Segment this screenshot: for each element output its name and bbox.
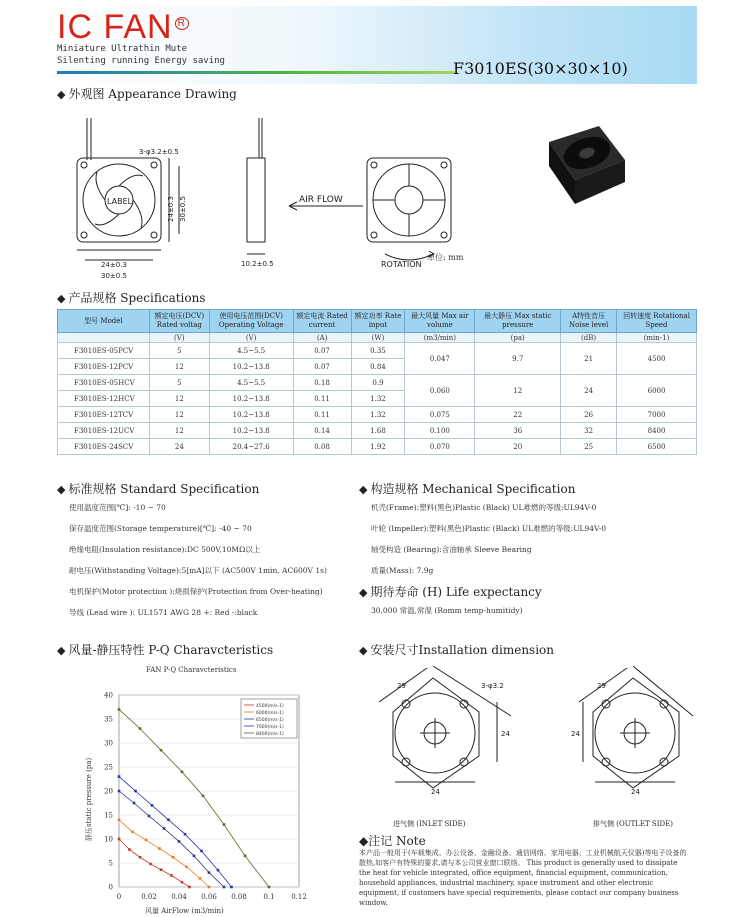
std-operating-temp: 使用温度范围[℃]: -10 ~ 70	[69, 503, 166, 512]
table-row: F3010ES-05HCV 5 4.5~5.5 0.18 0.9 0.060 12 24 6000	[58, 375, 697, 391]
tagline-2: Silenting running Energy saving	[57, 56, 225, 66]
section-mechanical: ◆ 构造规格 Mechanical Specification	[359, 482, 576, 496]
unit-label: 单位: mm	[427, 253, 464, 262]
dim-30-horizontal: 30±0.5	[101, 272, 127, 280]
data-point	[188, 886, 191, 889]
dim-24-outlet: 24	[631, 788, 640, 796]
table-row: F3010ES-12PCV 12 10.2~13.8 0.07 0.84	[58, 359, 697, 375]
header-banner	[53, 6, 697, 84]
life-value: 30,000 常温,常湿 (Romm temp-humitidy)	[371, 606, 523, 615]
legend-label: 6000(m/s-1)	[256, 711, 284, 716]
x-tick-label: 0.1	[263, 893, 275, 901]
data-point	[199, 877, 202, 880]
unit-cell: (V)	[209, 333, 293, 343]
unit-cell: (pa)	[475, 333, 561, 343]
section-standard: ◆ 标准规格 Standard Specification	[57, 482, 260, 496]
mech-impeller: 叶轮 (Impeller):塑料(黑色)Plastic (Black) UL难燃的等级:UL94V-0	[371, 524, 607, 533]
data-point	[139, 727, 142, 730]
x-tick-label: 0.12	[291, 893, 307, 901]
data-point	[160, 868, 163, 871]
y-tick-label: 40	[104, 691, 113, 700]
table-row: F3010ES-12UCV 12 10.2~13.8 0.14 1.68 0.100 36 32 8400	[58, 423, 697, 439]
chart-title: FAN P-Q Charavcteristics	[146, 666, 237, 674]
dim-29-outlet: 29	[597, 682, 606, 690]
airflow-label: AIR FLOW	[299, 195, 343, 205]
series-line-1	[119, 820, 209, 887]
data-point	[185, 866, 188, 869]
data-point	[118, 775, 121, 778]
header-divider	[57, 71, 455, 74]
unit-cell: (m3/min)	[405, 333, 475, 343]
y-tick-label: 10	[104, 835, 113, 844]
dim-thickness: 10.2±0.5	[241, 260, 274, 268]
data-point	[230, 886, 233, 889]
data-point	[158, 847, 161, 850]
data-point	[184, 833, 187, 836]
data-point	[193, 855, 196, 858]
data-point	[268, 886, 271, 889]
data-point	[217, 869, 220, 872]
data-point	[208, 871, 211, 874]
note-title: ◆注记 Note	[359, 834, 426, 848]
dim-30-vertical: 30±0.5	[179, 196, 187, 222]
data-point	[148, 815, 151, 818]
table-row: F3010ES-12HCV 12 10.2~13.8 0.11 1.32	[58, 391, 697, 407]
col-speed: 回转速度 Rotational Speed	[617, 310, 697, 333]
inlet-side-label: 进气侧 (INLET SIDE)	[393, 820, 466, 828]
table-row: F3010ES-05PCV 5 4.5~5.5 0.07 0.35 0.047 9.7 21 4500	[58, 343, 697, 359]
unit-cell: (min-1)	[617, 333, 697, 343]
dim-29-inlet: 29	[397, 682, 406, 690]
unit-cell: (A)	[293, 333, 351, 343]
fan-photo	[539, 120, 629, 210]
y-axis-label: 静压static pressure (pa)	[85, 757, 93, 841]
rotation-label: ROTATION	[381, 260, 422, 269]
mech-bearing: 轴受构造 (Bearing):含油轴承 Sleeve Bearing	[371, 545, 532, 554]
data-point	[170, 874, 173, 877]
tagline-1: Miniature Ultrathin Mute	[57, 44, 188, 54]
data-point	[223, 823, 226, 826]
std-storage-temp: 保存温度范围(Storage temperature)[℃]: -40 ~ 70	[69, 524, 252, 533]
section-pq: ◆ 风量-静压特性 P-Q Charavcteristics	[57, 643, 274, 657]
data-point	[167, 819, 170, 822]
col-rated-current: 额定电流 Rated current	[293, 310, 351, 333]
section-install: ◆ 安装尺寸Installation dimension	[359, 643, 555, 657]
data-point	[223, 886, 226, 889]
x-tick-label: 0.08	[231, 893, 247, 901]
y-tick-label: 25	[104, 763, 113, 772]
data-point	[151, 804, 154, 807]
col-operating-voltage: 使用电压范围(DCV) Operating Voltage	[209, 310, 293, 333]
dim-24-vertical: 24±0.3	[167, 196, 175, 222]
data-point	[118, 819, 121, 822]
data-point	[131, 831, 134, 834]
y-tick-label: 0	[108, 883, 113, 892]
unit-cell: (V)	[149, 333, 209, 343]
x-axis-label: 风量 AirFlow (m3/min)	[145, 907, 224, 915]
data-point	[149, 863, 152, 866]
legend-label: 4500(m/s-1)	[256, 704, 284, 709]
unit-cell: (W)	[351, 333, 405, 343]
std-insulation: 绝缘电阻(Insulation resistance):DC 500V,10MΩ以上	[69, 545, 261, 554]
outlet-side-label: 排气侧 (OUTLET SIDE)	[593, 820, 673, 828]
section-appearance: ◆ 外观图 Appearance Drawing	[57, 87, 237, 101]
note-body: 本产品一般用于(车载集成、办公设备、金融设备、通信网络、家用电器、工业机械航天仪器)等电子设备的散热,如客户有特殊的要求,请与本公司营业窗口联络。 This product is generally used to dissipate the heat for vehicle integrated, office equipment, financial equipment, communication, household appliances, industrial machinery, space instrument and other electronic equipment, if customers have special requirements, please contact our company business window.	[359, 849, 687, 907]
y-tick-label: 30	[104, 739, 113, 748]
data-point	[145, 839, 148, 842]
data-point	[202, 795, 205, 798]
section-specifications: ◆ 产品规格 Specifications	[57, 291, 206, 305]
data-point	[134, 790, 137, 793]
x-tick-label: 0	[116, 893, 122, 901]
y-tick-label: 20	[104, 787, 113, 796]
unit-cell: (dB)	[561, 333, 617, 343]
table-row: F3010ES-24SCV 24 20.4~27.6 0.08 1.92 0.070 20 25 6500	[58, 439, 697, 455]
data-point	[181, 771, 184, 774]
series-line-3	[119, 777, 232, 887]
data-point	[128, 848, 131, 851]
label-text: LABEL	[107, 197, 133, 206]
spec-table	[57, 309, 697, 455]
unit-row	[58, 333, 697, 343]
y-tick-label: 5	[108, 859, 113, 868]
col-air-volume: 最大风量 Max air volume	[405, 310, 475, 333]
datasheet-page	[53, 6, 697, 915]
data-point	[200, 850, 203, 853]
data-point	[118, 708, 121, 711]
col-rated-voltage: 额定电压(DCV) Rated voltag	[149, 310, 209, 333]
data-point	[163, 827, 166, 830]
data-point	[181, 881, 184, 884]
x-tick-label: 0.04	[171, 893, 187, 901]
brand-logo: IC FAN $^R$	[57, 8, 189, 47]
col-noise: A特性音压 Noise level	[561, 310, 617, 333]
y-tick-label: 35	[104, 715, 113, 724]
legend-label: 8400(m/s-1)	[256, 732, 284, 737]
data-point	[139, 856, 142, 859]
hole-label: 3-φ3.2	[481, 682, 504, 690]
data-point	[160, 749, 163, 752]
col-static-pressure: 最大静压 Max static pressure	[475, 310, 561, 333]
std-lead-wire: 导线 (Lead wire ): UL1571 AWG 28 +: Red -:black	[69, 608, 258, 617]
installation-drawing	[371, 662, 697, 830]
data-point	[133, 802, 136, 805]
dim-24-horizontal: 24±0.3	[101, 261, 127, 269]
dim-24-inlet: 24	[431, 788, 440, 796]
pq-chart	[73, 661, 313, 917]
y-tick-label: 15	[104, 811, 113, 820]
data-point	[118, 790, 121, 793]
section-life: ◆ 期待寿命 (H) Life expectancy	[359, 585, 542, 599]
legend-label: 6500(m/s-1)	[256, 718, 284, 723]
dim-24-inlet-vertical: 24	[501, 730, 510, 738]
mech-mass: 质量(Mass): 7.9g	[371, 566, 434, 575]
data-point	[244, 855, 247, 858]
data-point	[118, 838, 121, 841]
table-row: F3010ES-12TCV 12 10.2~13.8 0.11 1.32 0.075 22 26 7000	[58, 407, 697, 423]
x-tick-label: 0.02	[141, 893, 157, 901]
std-motor-protection: 电机保护(Motor protection ):烧损保护(Protection from Over-heating)	[69, 587, 323, 596]
col-rate-input: 额定功率 Rate input	[351, 310, 405, 333]
dim-24-outlet-vertical: 24	[571, 730, 580, 738]
x-tick-label: 0.06	[201, 893, 217, 901]
data-point	[208, 886, 211, 889]
data-point	[178, 840, 181, 843]
std-withstanding: 耐电压(Withstanding Voltage):5[mA]以下 (AC500V 1min, AC600V 1s)	[69, 566, 327, 575]
data-point	[172, 856, 175, 859]
hole-dimension: 3-φ3.2±0.5	[139, 148, 179, 156]
model-title: F3010ES(30×30×10)	[453, 59, 628, 78]
legend-label: 7000(m/s-1)	[256, 725, 284, 730]
col-model: 型号 Model	[58, 310, 150, 333]
mech-frame: 机壳(Frame):塑料(黑色)Plastic (Black) UL难燃的等级:UL94V-0	[371, 503, 597, 512]
